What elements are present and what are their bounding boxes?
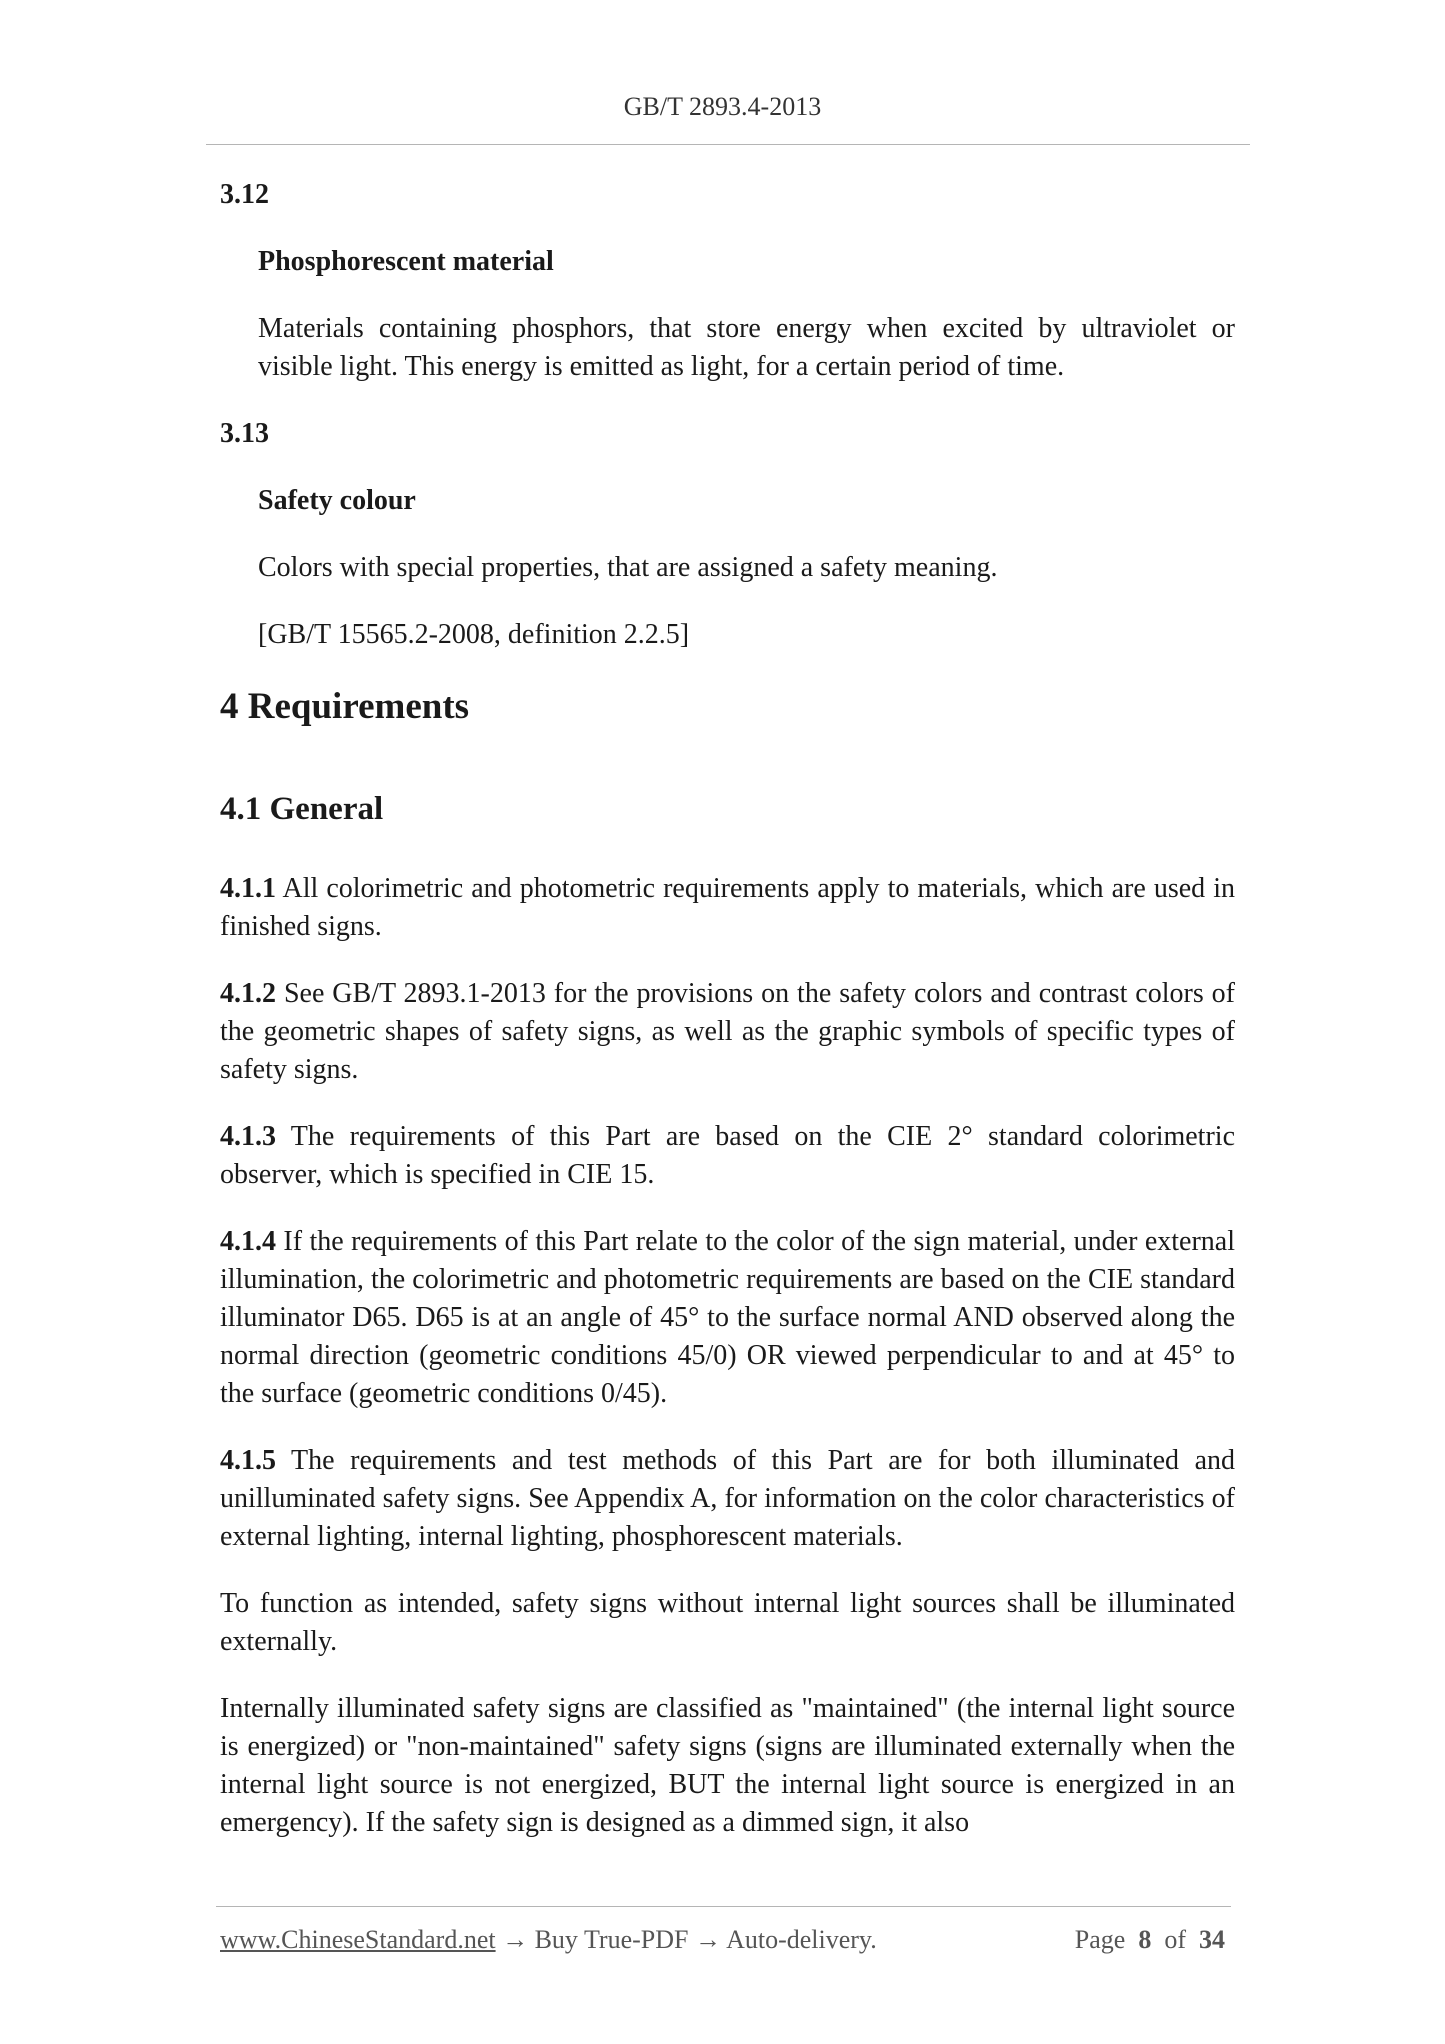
clause-4-1-2-text: See GB/T 2893.1-2013 for the provisions on the safety colors and contrast colors of the geometric shapes of safety signs, as well as the graphic symbols of specific types of safety signs. xyxy=(220,978,1235,1085)
clause-number-3-13: 3.13 xyxy=(220,418,269,449)
clause-4-1-4-text: If the requirements of this Part relate to the color of the sign material, under external illumination, the colorimetric and photometric requirements are based on the CIE standard illuminator D65. D65 is at an angle of 45° to the surface normal AND observed along the normal direction (geometric conditions 45/0) OR viewed perpendicular to and at 45° to the surface (geometric conditions 0/45). xyxy=(220,1226,1235,1409)
term-title-safety-colour: Safety colour xyxy=(258,485,416,516)
clause-4-1-4-number: 4.1.4 xyxy=(220,1226,276,1257)
clause-4-1-2-number: 4.1.2 xyxy=(220,978,276,1009)
page-footer xyxy=(220,1925,1235,1955)
page-indicator xyxy=(1075,1925,1225,1955)
header-divider xyxy=(206,144,1250,145)
clause-4-1-1-text: All colorimetric and photometric requirements apply to materials, which are used in finished signs. xyxy=(220,873,1235,942)
page-label: Page xyxy=(1074,1925,1126,1954)
page-of-label: of xyxy=(1164,1925,1186,1954)
page-current-number: 8 xyxy=(1138,1925,1152,1954)
clause-4-1-3 xyxy=(220,1118,1235,1194)
term-title-phosphorescent-material: Phosphorescent material xyxy=(258,246,554,277)
clause-4-1-5 xyxy=(220,1442,1235,1556)
chinesestandard-link[interactable]: www.ChineseStandard.net xyxy=(220,1925,496,1954)
arrow-right-icon: → xyxy=(695,1925,721,1954)
paragraph-internal-illumination: Internally illuminated safety signs are classified as "maintained" (the internal light source is energized) or "non-maintained" safety signs (signs are illuminated externally when the internal light source is not energized, BUT the internal light source is energized in an emergency). If the safety sign is designed as a dimmed sign, it also xyxy=(220,1693,1235,1838)
clause-4-1-3-number: 4.1.3 xyxy=(220,1121,276,1152)
page-header-doc-id: GB/T 2893.4-2013 xyxy=(623,92,822,121)
auto-delivery-text: Auto-delivery. xyxy=(721,1925,877,1954)
term-source-reference: [GB/T 15565.2-2008, definition 2.2.5] xyxy=(258,619,690,650)
subsection-heading-general: 4.1 General xyxy=(220,791,384,827)
clause-4-1-5-text: The requirements and test methods of this Part are for both illuminated and unilluminated safety signs. See Appendix A, for information on the color characteristics of external lighting, internal lighting, phosphorescent materials. xyxy=(220,1445,1235,1552)
clause-number-3-12: 3.12 xyxy=(220,179,269,210)
arrow-right-icon: → xyxy=(502,1925,529,1954)
paragraph-external-illumination: To function as intended, safety signs without internal light sources shall be illuminated externally. xyxy=(220,1588,1235,1657)
clause-4-1-4 xyxy=(220,1223,1235,1413)
section-heading-requirements: 4 Requirements xyxy=(220,686,470,727)
clause-4-1-5-number: 4.1.5 xyxy=(220,1445,276,1476)
term-definition-phosphorescent-material: Materials containing phosphors, that store energy when excited by ultraviolet or visible light. This energy is emitted as light, for a certain period of time. xyxy=(258,313,1235,382)
clause-4-1-1-number: 4.1.1 xyxy=(220,873,276,904)
clause-4-1-1 xyxy=(220,870,1235,946)
footer-divider xyxy=(216,1906,1231,1907)
document-body xyxy=(220,176,1235,1871)
clause-4-1-2 xyxy=(220,975,1235,1089)
buy-true-pdf-text: Buy True-PDF xyxy=(528,1925,695,1954)
clause-4-1-3-text: The requirements of this Part are based on the CIE 2° standard colorimetric observer, which is specified in CIE 15. xyxy=(220,1121,1235,1190)
term-definition-safety-colour: Colors with special properties, that are assigned a safety meaning. xyxy=(258,552,998,583)
page-total-number: 34 xyxy=(1199,1925,1225,1954)
